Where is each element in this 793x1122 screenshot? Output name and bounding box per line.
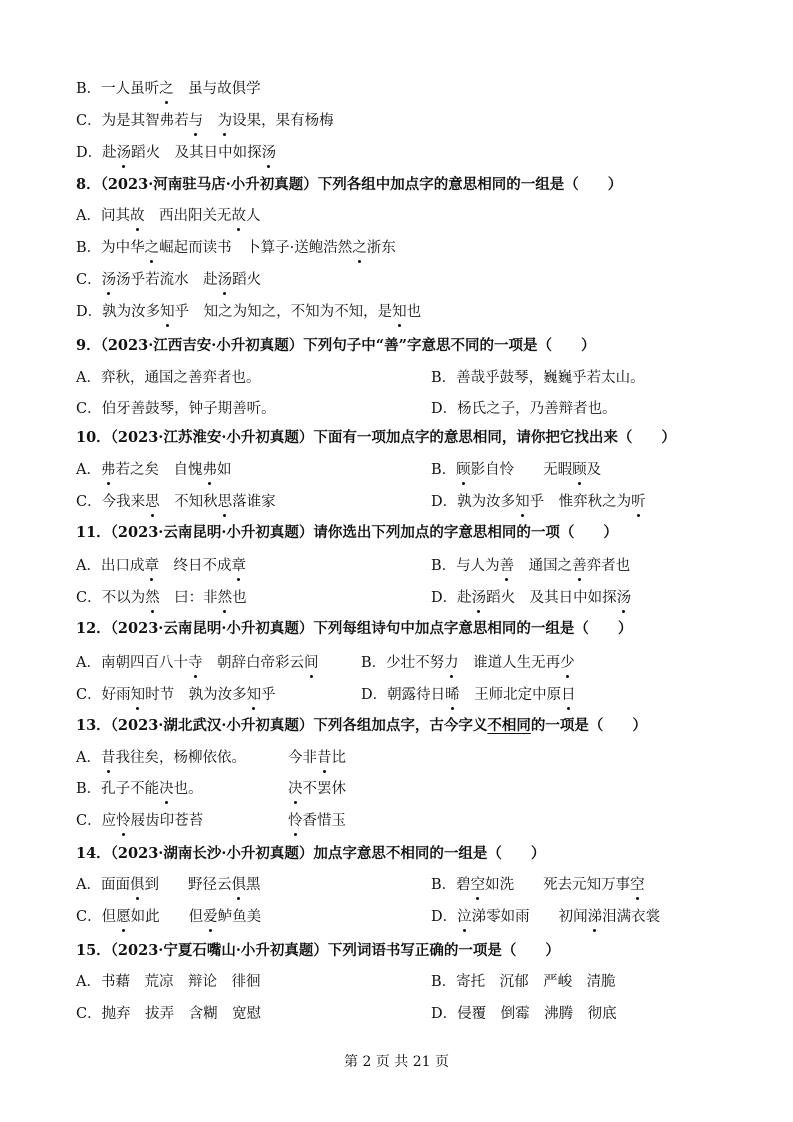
q10-option-d: D．孰为汝多知乎 惟弈秋之为听 (431, 490, 646, 514)
q8-option-d: D．孰为汝多知乎 知之为知之，不知为不知，是知也 (76, 300, 421, 324)
q10-option-a: A．弗若之矣 自愧弗如 (76, 458, 231, 482)
document-page: B．一人虽听之 虽与故俱学 C．为是其智弗若与 为设果，果有杨梅 D．赴汤蹈火 及其日中如探汤 8．（2023·河南驻马店·小升初真题）下列各组中加点字的意思相同的一组是（ ） A．问其故 西出阳关无故人 B．为中华之崛起而读书 卜算子·送鲍浩然之浙东 C．汤汤乎若流水 赴汤蹈火 D．孰为汝多知乎 知之为知之，不知为不知，是知也 9．（2023·江西吉安·小升初真题）下列句子中“善”字意思不同的一项是（ ） A．弈秋，通国之善弈者也。 B．善哉乎鼓琴，巍巍乎若太山。 C．伯牙善鼓琴，钟子期善听。 D．杨氏之子，乃善辩者也。 10．（2023·江苏淮安·小升初真题）下面有一项加点字的意思相同，请你把它找出来（ ） A．弗若之矣 自愧弗如 B．顾影自怜 无暇顾及 C．今我来思 不知秋思落谁家 D．孰为汝多知乎 惟弈秋之为听 11．（2023·云南昆明·小升初真题）请你选出下列加点的字意思相同的一项（ ） A．出口成章 终日不成章 B．与人为善 通国之善弈者也 C．不以为然 曰：非然也 D．赴汤蹈火 及其日中如探汤 12．（2023·云南昆明·小升初真题）下列每组诗句中加点字意思相同的一组是（ ） A．南朝四百八十寺 朝辞白帝彩云间 B．少壮不努力 谁道人生无再少 C．好雨知时节 孰为汝多知乎 D．朝露待日晞 王师北定中原日 13．（2023·湖北武汉·小升初真题）下列各组加点字，古今字义不相同的一项是（ ） A．昔我往矣，杨柳依依。 今非昔比 B．孔子不能决也。 决不罢休 C．应怜屐齿印苍苔 怜香惜玉 14．（2023·湖南长沙·小升初真题）加点字意思不相同的一组是（ ） A．面面俱到 野径云俱黑 B．碧空如洗 死去元知万事空 C．但愿如此 但爱鲈鱼美 D．泣涕零如雨 初闻涕泪满衣裳 15．（2023·宁夏石嘴山·小升初真题）下列词语书写正确的一项是（ ） A．书藉 荒凉 辩论 徘徊 B．寄托 沉郁 严峻 清脆 C．抛弃 拔弄 含糊 宽慰 D．侵覆 倒霉 沸腾 彻底 第 2 页 共 21 页 (0, 0, 793, 1122)
q8-question: 8．（2023·河南驻马店·小升初真题）下列各组中加点字的意思相同的一组是（ ） (76, 176, 623, 193)
q9-option-c: C．伯牙善鼓琴，钟子期善听。 (76, 401, 276, 417)
q12-option-b: B．少壮不努力 谁道人生无再少 (361, 651, 575, 675)
q10-question: 10．（2023·江苏淮安·小升初真题）下面有一项加点字的意思相同，请你把它找出来（ ） (76, 429, 676, 446)
q11-option-d: D．赴汤蹈火 及其日中如探汤 (431, 586, 631, 610)
q12-question: 12．（2023·云南昆明·小升初真题）下列每组诗句中加点字意思相同的一组是（ ） (76, 620, 633, 637)
q9-question: 9．（2023·江西吉安·小升初真题）下列句子中“善”字意思不同的一项是（ ） (76, 337, 596, 354)
q13-question: 13．（2023·湖北武汉·小升初真题）下列各组加点字，古今字义不相同的一项是（ ） (76, 717, 647, 734)
q11-option-a: A．出口成章 终日不成章 (76, 554, 246, 578)
q14-question: 14．（2023·湖南长沙·小升初真题）加点字意思不相同的一组是（ ） (76, 845, 546, 862)
page-number: 第 2 页 共 21 页 (344, 1054, 449, 1070)
q10-option-b: B．顾影自怜 无暇顾及 (431, 458, 601, 482)
q12-option-c: C．好雨知时节 孰为汝多知乎 (76, 683, 276, 707)
q7-option-d: D．赴汤蹈火 及其日中如探汤 (76, 141, 276, 165)
underlined-keyword: 不相同 (487, 717, 531, 734)
q9-option-b: B．善哉乎鼓琴，巍巍乎若太山。 (431, 370, 645, 386)
q15-option-c: C．抛弃 拔弄 含糊 宽慰 (76, 1006, 262, 1022)
q7-option-b: B．一人虽听之 虽与故俱学 (76, 77, 261, 101)
q14-option-b: B．碧空如洗 死去元知万事空 (431, 873, 645, 897)
q11-question: 11．（2023·云南昆明·小升初真题）请你选出下列加点的字意思相同的一项（ ） (76, 524, 618, 541)
q8-option-b: B．为中华之崛起而读书 卜算子·送鲍浩然之浙东 (76, 236, 396, 260)
q8-option-c: C．汤汤乎若流水 赴汤蹈火 (76, 268, 261, 292)
q9-option-d: D．杨氏之子，乃善辩者也。 (431, 401, 617, 417)
q15-option-b: B．寄托 沉郁 严峻 清脆 (431, 974, 616, 990)
q15-question: 15．（2023·宁夏石嘴山·小升初真题）下列词语书写正确的一项是（ ） (76, 942, 560, 959)
q11-option-b: B．与人为善 通国之善弈者也 (431, 554, 630, 578)
q14-option-a: A．面面俱到 野径云俱黑 (76, 873, 260, 897)
q15-option-d: D．侵覆 倒霉 沸腾 彻底 (431, 1006, 617, 1022)
q11-option-c: C．不以为然 曰：非然也 (76, 586, 247, 610)
q14-option-c: C．但愿如此 但爱鲈鱼美 (76, 905, 261, 929)
q12-option-a: A．南朝四百八十寺 朝辞白帝彩云间 (76, 651, 318, 675)
q8-option-a: A．问其故 西出阳关无故人 (76, 204, 260, 228)
q15-option-a: A．书藉 荒凉 辩论 徘徊 (76, 974, 261, 990)
q10-option-c: C．今我来思 不知秋思落谁家 (76, 490, 276, 514)
q14-option-d: D．泣涕零如雨 初闻涕泪满衣裳 (431, 905, 660, 929)
q7-option-c: C．为是其智弗若与 为设果，果有杨梅 (76, 109, 334, 133)
q9-option-a: A．弈秋，通国之善弈者也。 (76, 370, 261, 386)
q12-option-d: D．朝露待日晞 王师北定中原日 (361, 683, 576, 707)
